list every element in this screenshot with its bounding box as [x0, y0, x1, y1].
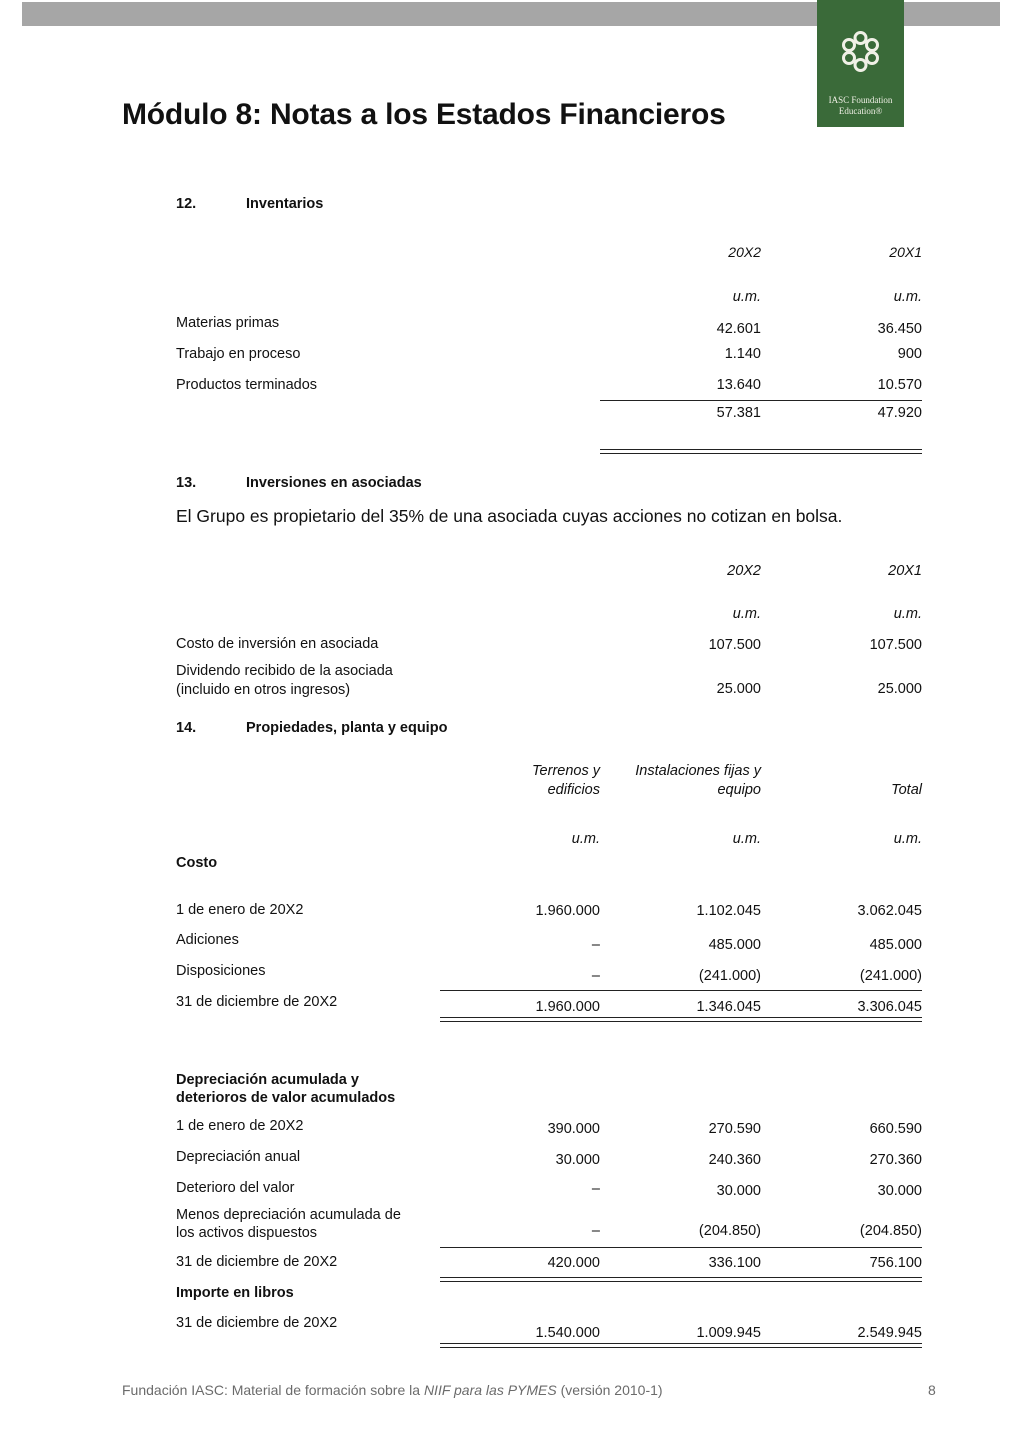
s13-row-value: 25.000: [716, 681, 761, 697]
s12-title: Inventarios: [246, 196, 324, 212]
footer-italic: NIIF para las PYMES: [423, 1382, 557, 1398]
s14-row-label: Depreciación anual: [176, 1149, 301, 1165]
s14-title: Propiedades, planta y equipo: [246, 720, 448, 736]
s14-row-label: 31 de diciembre de 20X2: [176, 994, 338, 1010]
s14-row-value: 485.000: [708, 937, 761, 953]
s14-row-label: Menos depreciación acumulada de: [176, 1207, 401, 1223]
page-title: Módulo 8: Notas a los Estados Financieros: [122, 98, 726, 131]
s14-col-terrenos: Terrenos y: [532, 763, 600, 779]
s14-book-double-rule: [440, 1343, 922, 1348]
s13-col-20x1: 20X1: [888, 563, 922, 579]
s12-row-value: 900: [897, 346, 922, 362]
s14-row-value: (204.850): [698, 1223, 761, 1239]
footer-suffix: (versión 2010-1): [556, 1382, 663, 1398]
s14-costo-subtotal-rule: [440, 990, 922, 991]
s14-row-value: –: [591, 968, 600, 984]
s14-dep-heading: deterioros de valor acumulados: [176, 1090, 396, 1106]
s14-row-value: 420.000: [547, 1255, 600, 1271]
s13-row-value: 107.500: [869, 637, 922, 653]
s14-row-value: 390.000: [547, 1121, 600, 1137]
logo-line-2: Education®: [838, 106, 883, 116]
s13-intro: El Grupo es propietario del 35% de una asociada cuyas acciones no cotizan en bolsa.: [176, 506, 843, 526]
s12-total-value: 47.920: [877, 405, 922, 421]
s14-row-value: 2.549.945: [857, 1325, 922, 1341]
s14-costo-heading: Costo: [176, 855, 218, 871]
s12-row-label: Trabajo en proceso: [176, 346, 301, 362]
s14-row-value: –: [591, 1223, 600, 1239]
s12-unit-1: u.m.: [732, 289, 761, 305]
s14-row-value: (204.850): [859, 1223, 922, 1239]
s12-row-value: 10.570: [877, 377, 922, 393]
s14-row-value: –: [591, 937, 600, 953]
s14-dep-total-double-rule: [440, 1277, 922, 1282]
s12-subtotal-rule: [600, 400, 922, 401]
s14-row-label: Adiciones: [176, 932, 239, 948]
s13-title: Inversiones en asociadas: [246, 475, 422, 491]
s12-col-20x2: 20X2: [728, 244, 761, 260]
s13-col-20x2: 20X2: [727, 563, 761, 579]
s14-row-value: 1.009.945: [696, 1325, 761, 1341]
s14-row-value: 1.102.045: [696, 903, 761, 919]
s14-number: 14.: [176, 720, 197, 736]
s14-row-value: 1.540.000: [535, 1325, 600, 1341]
s12-row-value: 42.601: [716, 321, 761, 337]
s14-unit-a: u.m.: [571, 831, 600, 847]
s14-row-value: 485.000: [869, 937, 922, 953]
s14-col-terrenos: edificios: [547, 782, 600, 798]
s14-row-label: 31 de diciembre de 20X2: [176, 1254, 338, 1270]
s13-row-label: (incluido en otros ingresos): [176, 682, 351, 698]
s14-row-value: 660.590: [869, 1121, 922, 1137]
s14-row-value: (241.000): [859, 968, 922, 984]
s14-row-label: 31 de diciembre de 20X2: [176, 1315, 338, 1331]
iasc-logo: [817, 0, 904, 127]
logo-emblem-icon: [838, 30, 883, 72]
s12-col-20x1: 20X1: [889, 244, 922, 260]
s14-row-label: Disposiciones: [176, 963, 266, 979]
logo-line-1: IASC Foundation: [828, 95, 893, 105]
s12-row-value: 13.640: [716, 377, 761, 393]
s14-row-value: 1.346.045: [696, 999, 761, 1015]
s14-row-value: 1.960.000: [535, 903, 600, 919]
s14-row-value: 1.960.000: [535, 999, 600, 1015]
footer-prefix: Fundación IASC: Material de formación sobre la: [122, 1382, 424, 1398]
s14-row-value: 336.100: [708, 1255, 761, 1271]
s14-costo-total-double-rule: [440, 1017, 922, 1022]
s13-row-value: 25.000: [877, 681, 922, 697]
s14-row-value: –: [591, 1181, 600, 1197]
s12-total-double-rule: [600, 449, 922, 454]
s14-row-label: 1 de enero de 20X2: [176, 902, 304, 918]
s12-row-label: Productos terminados: [176, 377, 318, 393]
s14-row-value: 3.306.045: [857, 999, 922, 1015]
s12-number: 12.: [176, 196, 197, 212]
s14-unit-c: u.m.: [893, 831, 922, 847]
s14-col-instalaciones: Instalaciones fijas y: [635, 763, 761, 779]
s14-row-value: 30.000: [877, 1183, 922, 1199]
s12-row-value: 36.450: [877, 321, 922, 337]
s14-row-label: los activos dispuestos: [176, 1225, 318, 1241]
s14-dep-heading: Depreciación acumulada y: [176, 1072, 359, 1088]
s13-unit-1: u.m.: [732, 606, 761, 622]
s14-col-instalaciones: equipo: [717, 782, 761, 798]
page-number: 8: [928, 1382, 936, 1398]
s12-row-label: Materias primas: [176, 315, 280, 331]
s12-unit-2: u.m.: [893, 289, 922, 305]
s14-dep-subtotal-rule: [440, 1247, 922, 1248]
s13-number: 13.: [176, 475, 197, 491]
s14-unit-b: u.m.: [732, 831, 761, 847]
s14-row-value: 240.360: [708, 1152, 761, 1168]
s13-row-value: 107.500: [708, 637, 761, 653]
s12-row-value: 1.140: [724, 346, 761, 362]
s13-unit-2: u.m.: [893, 606, 922, 622]
s14-book-heading: Importe en libros: [176, 1285, 294, 1301]
s13-row-label: Costo de inversión en asociada: [176, 636, 379, 652]
s14-row-value: 30.000: [555, 1152, 600, 1168]
s14-row-value: 756.100: [869, 1255, 922, 1271]
s12-total-value: 57.381: [716, 405, 761, 421]
footer-text: [122, 1382, 663, 1398]
s14-row-label: 1 de enero de 20X2: [176, 1118, 304, 1134]
s14-row-value: 270.360: [869, 1152, 922, 1168]
s14-row-label: Deterioro del valor: [176, 1180, 295, 1196]
s14-row-value: 3.062.045: [857, 903, 922, 919]
s14-row-value: 30.000: [716, 1183, 761, 1199]
s13-row-label: Dividendo recibido de la asociada: [176, 663, 393, 679]
s14-row-value: 270.590: [708, 1121, 761, 1137]
s14-row-value: (241.000): [698, 968, 761, 984]
s14-col-total: Total: [891, 782, 922, 798]
